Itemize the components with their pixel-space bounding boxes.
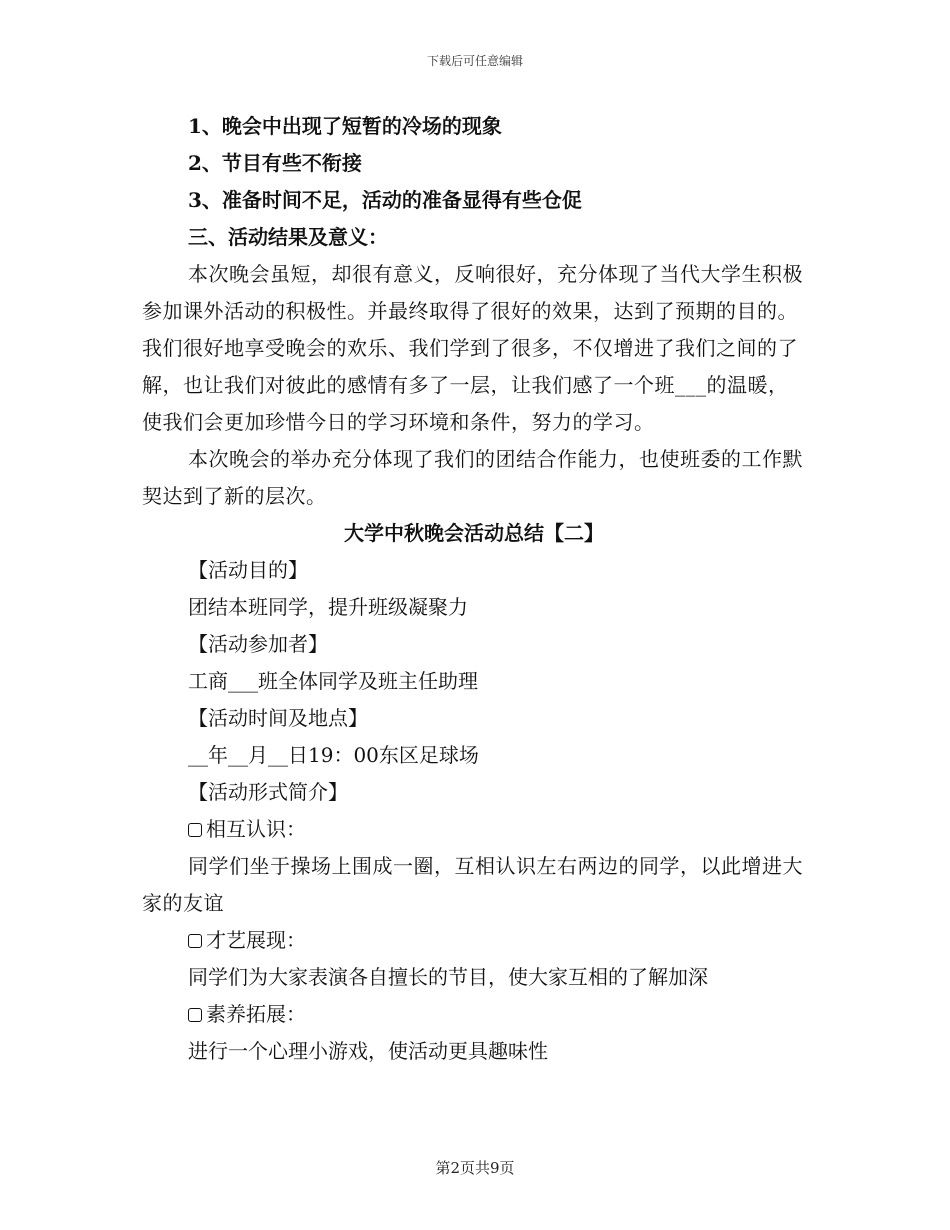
- document-body: [142, 108, 806, 1070]
- form-item-label: [142, 996, 806, 1033]
- paragraph-teamwork: 本次晚会的举办充分体现了我们的团结合作能力，也使班委的工作默契达到了新的层次。: [142, 447, 803, 508]
- bullet-icon: [188, 934, 202, 948]
- form-item-label-text: 素养拓展：: [206, 1002, 306, 1026]
- paragraph-results: 本次晚会虽短，却很有意义，反响很好，充分体现了当代大学生积极参加课外活动的积极性。并最终取得了很好的效果，达到了预期的目的。我们很好地享受晚会的欢乐、我们学到了很多，不仅增进了我们之间的了解，也让我们对彼此的感情有多了一层，让我们感了一个班___的温暖，使我们会更加珍惜今日的学习环境和条件，努力的学习。: [142, 262, 803, 434]
- bullet-icon: [188, 1008, 202, 1022]
- goal-heading: 【活动目的】: [188, 558, 308, 582]
- goal-text: 团结本班同学，提升班级凝聚力: [188, 595, 468, 619]
- participants-heading: 【活动参加者】: [188, 632, 328, 656]
- time-text: __年__月__日19：00东区足球场: [188, 743, 479, 767]
- list-item-3: 3、准备时间不足，活动的准备显得有些仓促: [188, 188, 582, 212]
- page-header: 下载后可任意编辑: [426, 54, 523, 68]
- page-footer: 第2页共9页: [435, 1159, 515, 1177]
- form-item-label-text: 才艺展现：: [206, 928, 306, 952]
- list-item-1: 1、晚会中出现了短暂的冷场的现象: [188, 114, 502, 138]
- list-item-2: 2、节目有些不衔接: [188, 151, 362, 175]
- form-heading: 【活动形式简介】: [188, 780, 348, 804]
- participants-text: 工商___班全体同学及班主任助理: [188, 669, 478, 693]
- form-item-text: 同学们为大家表演各自擅长的节目，使大家互相的了解加深: [188, 965, 708, 989]
- part2-title: 大学中秋晚会活动总结【二】: [344, 521, 604, 545]
- section-heading-results: 三、活动结果及意义：: [188, 225, 388, 249]
- form-item-label: [142, 811, 806, 848]
- form-item-text: 进行一个心理小游戏，使活动更具趣味性: [188, 1039, 548, 1063]
- form-item-label: [142, 922, 806, 959]
- form-item-label-text: 相互认识：: [206, 817, 306, 841]
- bullet-icon: [188, 823, 202, 837]
- time-heading: 【活动时间及地点】: [188, 706, 368, 730]
- form-item-text: 同学们坐于操场上围成一圈，互相认识左右两边的同学，以此增进大家的友谊: [142, 854, 803, 915]
